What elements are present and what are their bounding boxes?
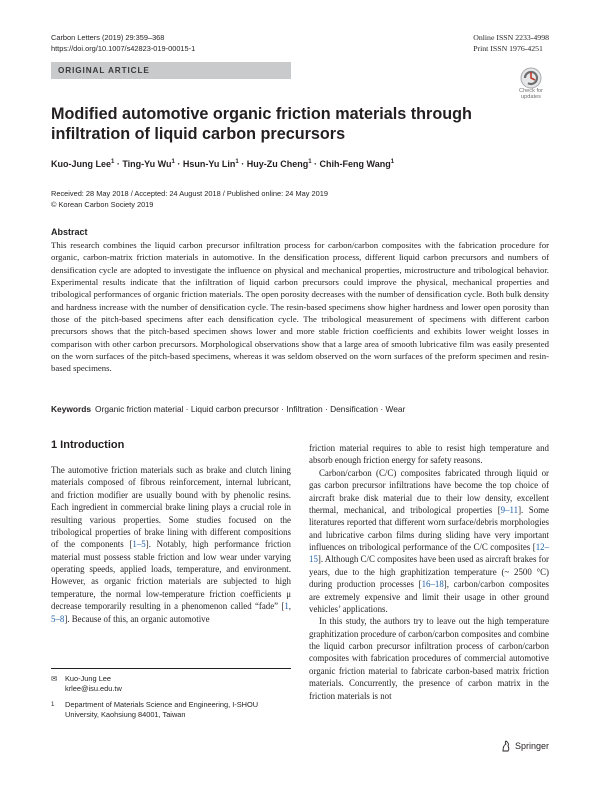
keywords — [51, 403, 549, 416]
check-for-updates-caption: Check for updates — [519, 88, 543, 100]
author-name: Kuo-Jung Lee — [51, 159, 111, 169]
citation-link[interactable]: 16–18 — [421, 579, 444, 590]
corr-name: Kuo-Jung Lee — [65, 674, 112, 683]
issn-block — [473, 32, 549, 54]
author-name: Hsun-Yu Lin — [182, 159, 236, 169]
copyright: © Korean Carbon Society 2019 — [51, 199, 154, 209]
intro-paragraph-3: In this study, the authors try to leave out the high temperature graphitization procedure of carbon/carbon composites and combine the liquid carbon precursor infiltration process of carbon/carbon composites with fabrication procedures of commercial automotive organic friction material to fabricate carbon-based matrix friction materials. Concurrently, the presence of carbon matrix in the friction materials is not — [309, 616, 549, 701]
history-dates: Received: 28 May 2018 / Accepted: 24 August 2018 / Published online: 24 May 2019 — [51, 189, 328, 198]
article-type-banner: ORIGINAL ARTICLE — [51, 62, 291, 79]
affiliation-number: 1 — [51, 702, 55, 708]
doi-link[interactable]: https://doi.org/10.1007/s42823-019-00015-1 — [51, 44, 196, 53]
intro-left-column — [51, 464, 291, 625]
author-affiliation-mark: 1 — [308, 159, 312, 165]
intro-paragraph-2: Carbon/carbon (C/C) composites fabricated through liquid or gas carbon precursor infiltrations have become the top choice of aircraft brake disk material due to their low density, excellent thermal, mechanical, and tribological properties [9–11]. Some literatures reported that different worn surface/debris morphologies and lubricative carbon films during sliding have very important influences on tribological performance of the C/C composites [12–15]. Although C/C composites have been used as aircraft brakes for years, due to the high graphitization temperature (~ 2500 °C) during production processes [16–18], carbon/carbon composites are extremely expensive and limit their usage in other ground vehicles’ applications. — [309, 467, 549, 614]
citation-link[interactable]: 1–5 — [132, 539, 146, 550]
keywords-text: Organic friction material · Liquid carbon precursor · Infiltration · Densification · Wear — [95, 404, 406, 414]
intro-right-column — [309, 442, 549, 702]
citation-link[interactable]: 5–8 — [51, 613, 65, 624]
publisher-name: Springer — [514, 741, 549, 751]
author-name: Huy-Zu Cheng — [246, 159, 309, 169]
publisher-logo — [501, 740, 549, 752]
journal-header — [51, 32, 195, 54]
article-title: Modified automotive organic friction materials through infiltration of liquid carbon precursors — [51, 105, 472, 143]
intro-paragraph-1-cont: friction material requires to able to resist high temperature and absorb enough friction energy for safety reasons. — [309, 443, 549, 466]
citation-link[interactable]: 9–11 — [500, 504, 519, 515]
citation-link[interactable]: 1 — [284, 601, 289, 612]
print-issn: Print ISSN 1976-4251 — [473, 44, 543, 53]
author-affiliation-mark: 1 — [171, 159, 175, 165]
footnote-rule — [51, 668, 291, 669]
springer-horse-icon — [501, 740, 511, 752]
author-affiliation-mark: 1 — [235, 159, 239, 165]
envelope-icon: ✉ — [51, 674, 58, 683]
author-affiliation-mark: 1 — [111, 159, 115, 165]
author-name: Chih-Feng Wang — [319, 159, 391, 169]
online-issn: Online ISSN 2233-4998 — [473, 33, 549, 42]
abstract-text: This research combines the liquid carbon precursor infiltration process for carbon/carbon composites with the fabrication procedure for organic, carbon-matrix friction materials in automotive. In the densification process, different liquid carbon precursors and numbers of densification cycle are adopted to investigate the influence on physical and mechanical properties, microstructure and tribological behavior. Experimental results indicate that the infiltration of liquid carbon precursors could improve the physical, mechanical properties and tribological performances of organic friction materials. The open porosity decreases with the number of densification cycle. Both bulk density and hardness increase with the number of densification cycle. The resin-based specimens show higher hardness and lower open porosity than those of the pitch-based specimens after each densification cycle. The tribological measurement of specimens with different carbon precursors shows that the pitch-based specimen shows lower and more stable friction coefficients and exhibits lower weight losses in comparison with other carbon precursors. Morphological observations show that a large area of smooth lubricative film was easily presented on the worn surfaces of the pitch-based specimens, whereas it was seldom observed on the worn surfaces of the preform specimen and resin-based specimens. — [51, 240, 549, 374]
author-list: Kuo-Jung Lee$^1$ · Ting-Yu $Wu^1$ · Hsun-Yu Lin$^1$ · Huy-Zu Cheng$^1$ · Chih-Feng Wang$^1$ — [51, 159, 395, 169]
affiliation-line-2: University, Kaohsiung 84001, Taiwan — [65, 710, 186, 719]
author-affiliation-mark: 1 — [390, 159, 395, 165]
corr-email[interactable]: krlee@isu.edu.tw — [65, 684, 122, 693]
affiliation — [51, 700, 291, 720]
affiliation-line-1: Department of Materials Science and Engineering, I-SHOU — [65, 700, 259, 709]
journal-citation: Carbon Letters (2019) 29:359–368 — [51, 33, 165, 42]
intro-paragraph-1: The automotive friction materials such as brake and clutch lining materials composed of fibrous reinforcement, internal lubricant, and friction modifier are usually bound with by phenolic resins. Each ingredient in commercial brake lining plays a crucial role in resulting various properties. Some studies focused on the tribological properties of brake lining with different compositions of the components [1–5]. Notably, high performance friction material must possess stable friction and low wear under varying operating speeds, applied loads, temperature, and environment. However, as organic friction materials are subjected to high temperature, the normal low-temperature friction coefficients μ decrease temporarily resulting in a phenomenon called “fade” [1, 5–8]. Because of this, an organic automotive — [51, 465, 291, 624]
section-heading-introduction: 1 Introduction — [51, 439, 125, 451]
corresponding-author — [51, 674, 122, 694]
author-name: Ting-Yu Wu — [122, 159, 172, 169]
keywords-label: Keywords — [51, 404, 92, 414]
citation-link[interactable]: 12–15 — [309, 542, 549, 565]
abstract-heading: Abstract — [51, 227, 88, 237]
publication-dates — [51, 189, 328, 210]
